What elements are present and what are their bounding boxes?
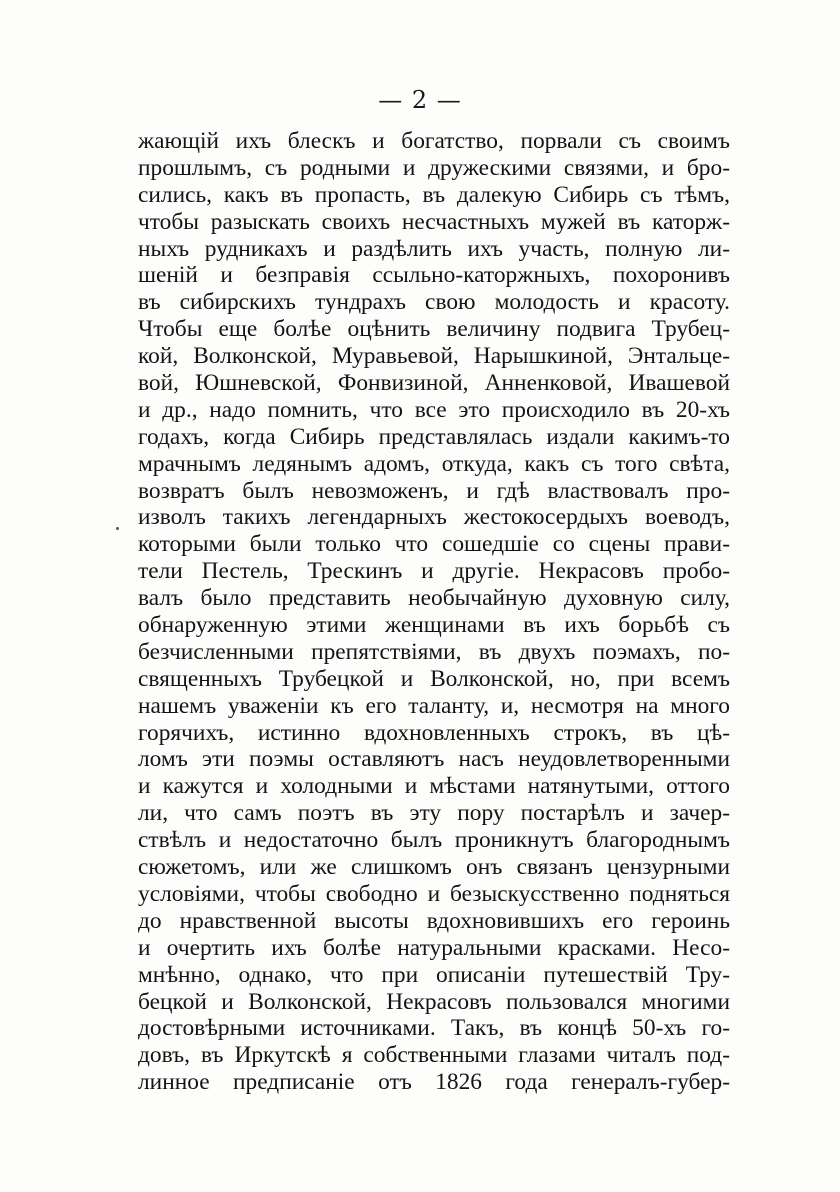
- text-line: условіями, чтобы свободно и безыскусственно подняться: [138, 880, 730, 907]
- text-line: ломъ эти поэмы оставляютъ насъ неудовлетворенными: [138, 746, 730, 773]
- text-line: безчисленными препятствіями, въ двухъ поэмахъ, по-: [138, 638, 730, 665]
- text-line: достовѣрными источниками. Такъ, въ концѣ 50-хъ го-: [138, 1015, 730, 1042]
- text-line: Чтобы еще болѣе оцѣнить величину подвига Трубец-: [138, 316, 730, 343]
- text-line: сились, какъ въ пропасть, въ далекую Сибирь съ тѣмъ,: [138, 181, 730, 208]
- text-line: ствѣлъ и недостаточно былъ проникнутъ благороднымъ: [138, 827, 730, 854]
- text-line: священныхъ Трубецкой и Волконской, но, при всемъ: [138, 665, 730, 692]
- margin-speck: [116, 527, 119, 530]
- text-line: жающій ихъ блескъ и богатство, порвали съ своимъ: [138, 128, 730, 154]
- text-line: довъ, въ Иркутскѣ я собственными глазами читалъ под-: [138, 1042, 730, 1069]
- text-line: мрачнымъ ледянымъ адомъ, откуда, какъ съ того свѣта,: [138, 450, 730, 477]
- text-line: бецкой и Волконской, Некрасовъ пользовался многими: [138, 988, 730, 1015]
- text-line: валъ было представить необычайную духовную силу,: [138, 585, 730, 612]
- text-line: до нравственной высоты вдохновившихъ его героинь: [138, 907, 730, 934]
- text-line: кой, Волконской, Муравьевой, Нарышкиной, Энтальцe-: [138, 343, 730, 370]
- text-line: годахъ, когда Сибирь представлялась издали какимъ-то: [138, 423, 730, 450]
- text-line: возвратъ былъ невозможенъ, и гдѣ властвовалъ про-: [138, 477, 730, 504]
- text-line: мнѣнно, однако, что при описаніи путешествій Тру-: [138, 961, 730, 988]
- text-line: которыми были только что сошедшіе со сцены прави-: [138, 531, 730, 558]
- text-line: изволъ такихъ легендарныхъ жестокосердыхъ воеводъ,: [138, 504, 730, 531]
- text-line: прошлымъ, съ родными и дружескими связями, и бро-: [138, 154, 730, 181]
- text-line: и кажутся и холодными и мѣстами натянутыми, оттого: [138, 773, 730, 800]
- text-line: ли, что самъ поэтъ въ эту пору постарѣлъ и зачер-: [138, 800, 730, 827]
- text-line: и др., надо помнить, что все это происходило въ 20-хъ: [138, 396, 730, 423]
- text-line: вой, Юшневской, Фонвизиной, Анненковой, Ивашевой: [138, 370, 730, 397]
- text-line: ныхъ рудникахъ и раздѣлить ихъ участь, полную ли-: [138, 235, 730, 262]
- text-line: чтобы разыскать своихъ несчастныхъ мужей въ каторж-: [138, 208, 730, 235]
- text-line: въ сибирскихъ тундрахъ свою молодость и красоту.: [138, 289, 730, 316]
- text-line: горячихъ, истинно вдохновленныхъ строкъ, въ цѣ-: [138, 719, 730, 746]
- text-line: обнаруженную этими женщинами въ ихъ борьбѣ съ: [138, 612, 730, 639]
- text-line: нашемъ уваженіи къ его таланту, и, несмотря на много: [138, 692, 730, 719]
- text-line: линное предписаніе отъ 1826 года генералъ-губер-: [138, 1069, 730, 1096]
- text-line: шеній и безправія ссыльно-каторжныхъ, похоронивъ: [138, 262, 730, 289]
- text-line: и очертить ихъ болѣе натуральными красками. Несо-: [138, 934, 730, 961]
- text-line: тели Пестель, Трескинъ и другіе. Некрасовъ пробо-: [138, 558, 730, 585]
- text-line: сюжетомъ, или же слишкомъ онъ связанъ цензурными: [138, 854, 730, 881]
- page-number: — 2 —: [378, 86, 462, 114]
- body-text: [138, 128, 730, 1096]
